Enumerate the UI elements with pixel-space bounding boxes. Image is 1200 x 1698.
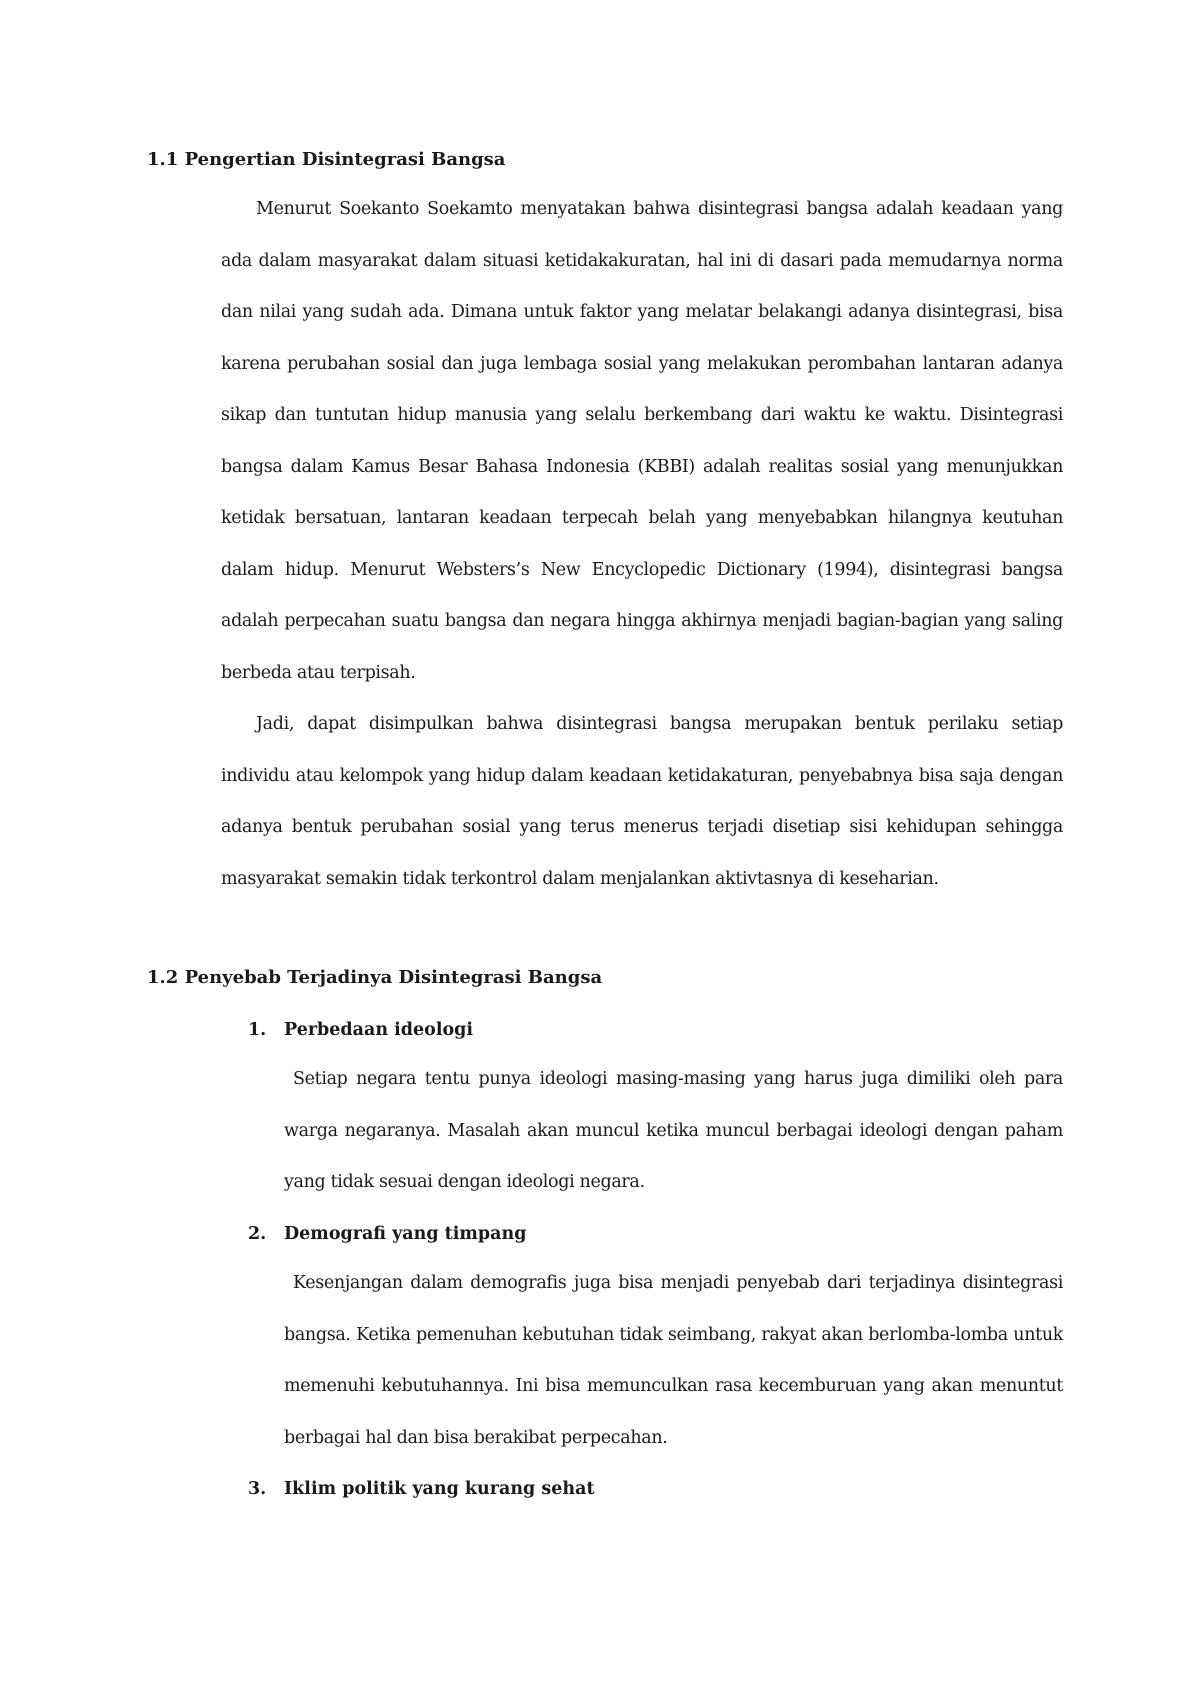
section-heading-2: 1.2 Penyebab Terjadinya Disintegrasi Bangsa (147, 967, 603, 988)
list-number: 2. (248, 1224, 267, 1244)
list-title: Iklim politik yang kurang sehat (284, 1479, 595, 1499)
paragraph: Setiap negara tentu punya ideologi masing-masing yang harus juga dimiliki oleh para warga negaranya. Masalah akan muncul ketika muncul berbagai ideologi dengan paham yang tidak sesuai dengan ideologi negara. (284, 1069, 1063, 1192)
section-1-body (221, 184, 1063, 905)
list-number: 1. (248, 1020, 267, 1040)
list-item-3-title (248, 1477, 595, 1501)
list-item-2-body (284, 1258, 1063, 1464)
list-title: Perbedaan ideologi (284, 1020, 474, 1040)
list-item-1-body (284, 1054, 1063, 1209)
list-number: 3. (248, 1479, 267, 1499)
list-item-2-title (248, 1222, 526, 1246)
list-title: Demografi yang timpang (284, 1224, 527, 1244)
paragraph: Menurut Soekanto Soekamto menyatakan bahwa disintegrasi bangsa adalah keadaan yang ada dalam masyarakat dalam situasi ketidakakuratan, hal ini di dasari pada memudarnya norma dan nilai yang sudah ada. Dimana untuk faktor yang melatar belakangi adanya disintegrasi, bisa karena perubahan sosial dan juga lembaga sosial yang melakukan perombahan lantaran adanya sikap dan tuntutan hidup manusia yang selalu berkembang dari waktu ke waktu. Disintegrasi bangsa dalam Kamus Besar Bahasa Indonesia (KBBI) adalah realitas sosial yang menunjukkan ketidak bersatuan, lantaran keadaan terpecah belah yang menyebabkan hilangnya keutuhan dalam hidup. Menurut Websters’s New Encyclopedic Dictionary (1994), disintegrasi bangsa adalah perpecahan suatu bangsa dan negara hingga akhirnya menjadi bagian-bagian yang saling berbeda atau terpisah. (221, 199, 1063, 683)
section-heading-1: 1.1 Pengertian Disintegrasi Bangsa (147, 149, 506, 170)
paragraph: Kesenjangan dalam demografis juga bisa menjadi penyebab dari terjadinya disintegrasi bangsa. Ketika pemenuhan kebutuhan tidak seimbang, rakyat akan berlomba-lomba untuk memenuhi kebutuhannya. Ini bisa memunculkan rasa kecemburuan yang akan menuntut berbagai hal dan bisa berakibat perpecahan. (284, 1273, 1063, 1448)
list-item-1-title (248, 1018, 473, 1042)
paragraph: Jadi, dapat disimpulkan bahwa disintegrasi bangsa merupakan bentuk perilaku setiap individu atau kelompok yang hidup dalam keadaan ketidakaturan, penyebabnya bisa saja dengan adanya bentuk perubahan sosial yang terus menerus terjadi disetiap sisi kehidupan sehingga masyarakat semakin tidak terkontrol dalam menjalankan aktivtasnya di keseharian. (221, 714, 1063, 889)
